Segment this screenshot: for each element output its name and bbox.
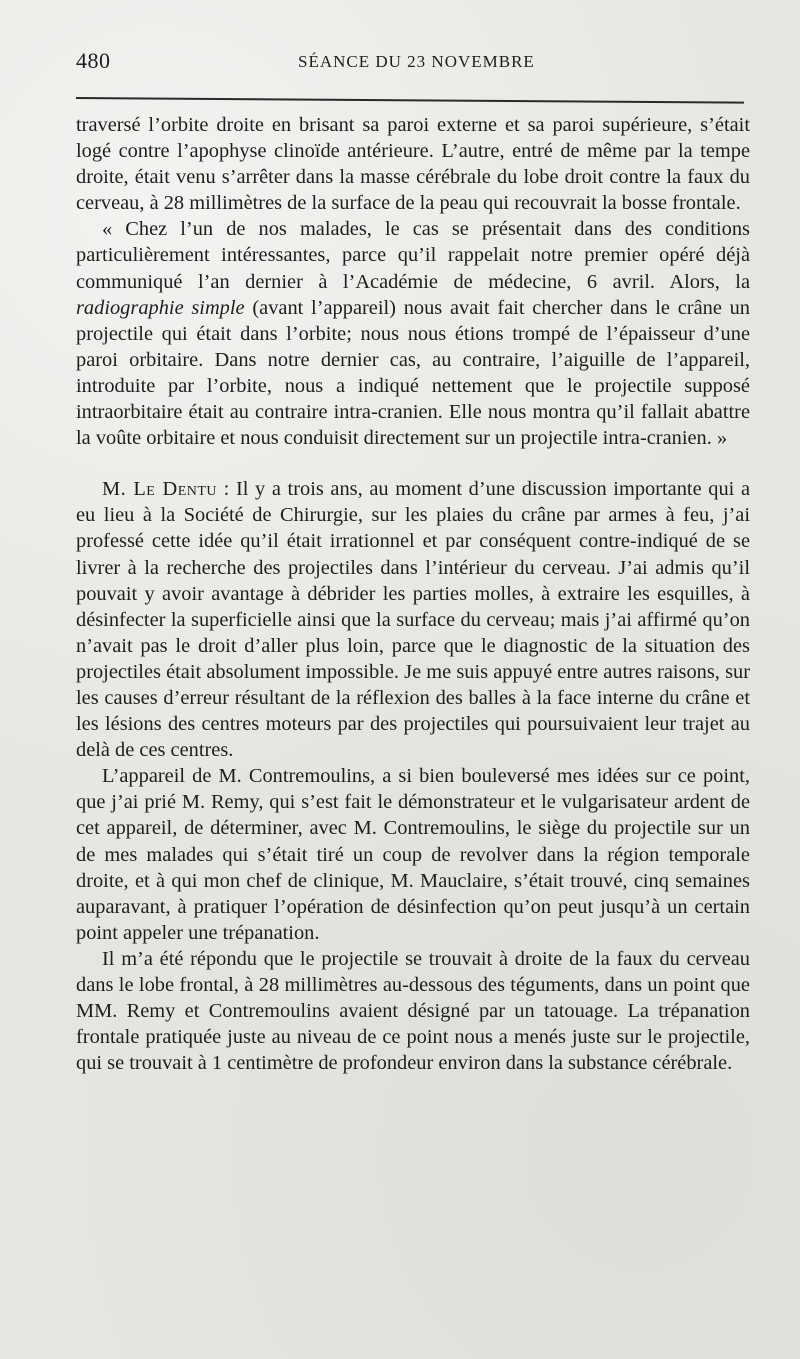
paragraph-continuation	[76, 112, 750, 216]
paragraph-reponse	[76, 946, 750, 1076]
paragraph-gap	[76, 451, 750, 476]
paragraph-text: Il m’a été répondu que le projectile se trouvait à droite de la faux du cerveau dans le lobe frontal, à 28 millimètres au-dessous des téguments, dans un point que MM. Remy et Contremoulins avaient désigné par un tatouage. La trépanation frontale pratiquée juste au niveau de ce point nous a menés juste sur le projectile, qui se trouvait à 1 centimètre de profondeur environ dans la substance cérébrale.	[76, 947, 750, 1075]
paragraph-text: : Il y a trois ans, au moment d’une discussion importante qui a eu lieu à la Société de Chirurgie, sur les plaies du crâne par armes à feu, j’ai professé cette idée qu’il était irrationnel et par conséquent contre-indiqué de se livrer à la recherche des projectiles dans l’intérieur du cerveau. J’ai admis qu’il pouvait y avoir avantage à débrider les parties molles, à extraire les esquilles, à désinfecter la superficielle ainsi que la surface du cerveau; mais j’ai affirmé qu’on n’avait pas le droit d’aller plus loin, parce que le diagnostic de la situation des projectiles était absolument impossible. Je me suis appuyé entre autres raisons, sur les causes d’erreur résultant de la réflexion des balles à la face interne du crâne et les lésions des centres moteurs par des projectiles qui poursuivaient leur trajet au delà de ces centres.	[76, 478, 750, 762]
running-head	[76, 42, 750, 82]
running-title: SÉANCE DU 23 NOVEMBRE	[298, 52, 535, 71]
paragraph-speaker	[76, 476, 750, 763]
italic-term: radiographie simple	[76, 296, 245, 319]
header-rule	[76, 97, 744, 104]
paragraph-text: traversé l’orbite droite en brisant sa paroi externe et sa paroi supérieure, s’était logé contre l’apophyse clinoïde antérieure. L’autre, entré de même par la tempe droite, était venu s’arrêter dans la masse cérébrale du lobe droit contre la faux du cerveau, à 28 millimètres de la surface de la peau qui recouvrait la bosse frontale.	[76, 114, 750, 215]
page-number: 480	[76, 48, 111, 73]
body-text	[76, 112, 750, 1076]
paragraph-text-after-italic: (avant l’appareil) nous avait fait chercher dans le crâne un projectile qui était dans l’orbite; nous nous étions trompé de l’épaisseur d’une paroi orbitaire. Dans notre dernier cas, au contraire, l’aiguille de l’appareil, introduite par l’orbite, nous a indiqué nettement que le projectile supposé intraorbitaire était au contraire intra-cranien. Elle nous montra qu’il fallait abattre la voûte orbitaire et nous conduisit directement sur un projectile intra-cranien. »	[76, 296, 750, 450]
paragraph-text: L’appareil de M. Contremoulins, a si bien bouleversé mes idées sur ce point, que j’ai prié M. Remy, qui s’est fait le démonstrateur et le vulgarisateur ardent de cet appareil, de déterminer, avec M. Contremoulins, le siège du projectile sur un de mes malades qui s’était tiré un coup de revolver dans la région temporale droite, et à qui mon chef de clinique, M. Mauclaire, s’était trouvé, cinq semaines auparavant, à pratiquer l’opération de désinfection qu’on peut jusqu’à un certain point appeler une trépanation.	[76, 765, 750, 944]
paragraph-appareil	[76, 763, 750, 946]
paragraph-text-before-italic: « Chez l’un de nos malades, le cas se présentait dans des conditions particulièrement intéressantes, parce qu’il rappelait notre premier opéré déjà communiqué l’an dernier à l’Académie de médecine, 6 avril. Alors, la	[76, 218, 750, 293]
paragraph-quotation	[76, 216, 750, 451]
speaker-name: M. Le Dentu	[102, 478, 218, 501]
